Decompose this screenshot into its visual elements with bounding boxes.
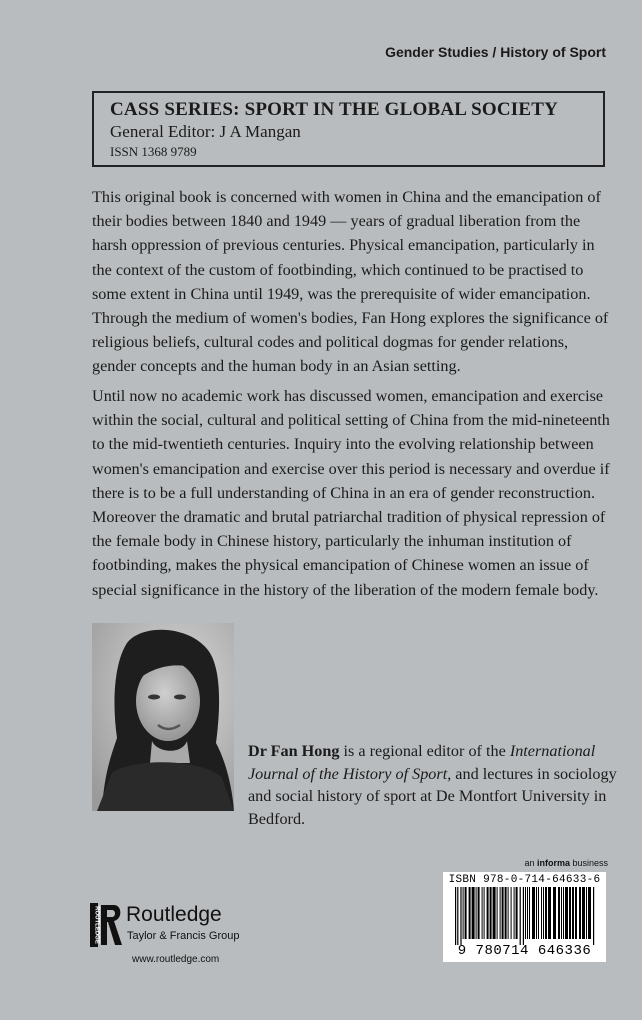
barcode-bar — [463, 887, 464, 939]
barcode-bar — [497, 887, 498, 939]
publisher-group: Taylor & Francis Group — [127, 930, 240, 942]
barcode-bar — [553, 887, 556, 939]
barcode-bar — [516, 887, 518, 939]
barcode-bar — [478, 887, 480, 939]
barcode-bar — [575, 887, 577, 939]
publisher-name: Routledge — [126, 903, 222, 926]
routledge-r-icon — [90, 903, 124, 947]
informa-suffix: business — [569, 858, 608, 868]
publisher-website[interactable]: www.routledge.com — [132, 954, 220, 965]
barcode-bar — [525, 887, 526, 939]
barcode-bar — [520, 887, 521, 945]
blurb-paragraph-2: Until now no academic work has discussed women, emancipation and exercise within the social, cultural and political setting of China from the mid-nineteenth to the mid-twentieth centuries. Inquiry into the evolving relationship between women's emancipation and exercise over this period is necessary and overdue if there is to be a full understanding of China in an era of gender reconstruction. Moreover the dramatic and brutal patriarchal tradition of physical repression of the female body in Chinese history, particularly the inhuman institution of footbinding, makes the physical emancipation of Chinese women an issue of special significance in the history of the liberation of the modern female body. — [92, 387, 610, 599]
barcode-bar — [482, 887, 483, 939]
barcode-bar — [529, 887, 530, 939]
barcode-bar — [505, 887, 507, 939]
barcode-bar — [536, 887, 537, 939]
barcode-bar — [569, 887, 571, 939]
barcode-bar — [457, 887, 458, 945]
barcode-bar — [455, 887, 456, 945]
barcode-bar — [484, 887, 485, 939]
barcode-bars — [443, 887, 606, 945]
informa-brand: informa — [536, 858, 570, 868]
barcode-bar — [543, 887, 544, 939]
series-title: CASS SERIES: SPORT IN THE GLOBAL SOCIETY — [110, 99, 559, 120]
series-box — [92, 91, 605, 167]
barcode-bar — [460, 887, 461, 945]
barcode-bar — [545, 887, 547, 939]
barcode-bar — [563, 887, 564, 939]
barcode-bar — [586, 887, 587, 939]
barcode-bar — [582, 887, 585, 939]
barcode-bar — [465, 887, 467, 939]
barcode-bar — [523, 887, 524, 945]
barcode-bar — [548, 887, 551, 939]
barcode-bar — [490, 887, 492, 939]
barcode-bar — [541, 887, 542, 939]
barcode-bar — [572, 887, 574, 939]
barcode-isbn-label: ISBN 978-0-714-64633-6 — [448, 874, 601, 886]
series-editor: General Editor: J A Mangan — [110, 122, 301, 141]
barcode-bar — [511, 887, 512, 939]
bio-text-b: , and lectures in sociology and social history of sport at De Montfort University in Bedford. — [248, 764, 617, 828]
routledge-logo — [90, 903, 260, 947]
author-name: Dr Fan Hong — [248, 742, 340, 760]
barcode-bar — [532, 887, 535, 939]
barcode-ean-digits: 9 780714 646336 — [457, 943, 592, 959]
barcode-bar — [500, 887, 501, 939]
barcode-bar — [514, 887, 515, 939]
barcode-bar — [527, 887, 528, 939]
barcode-bar — [487, 887, 489, 939]
barcode-bar — [588, 887, 591, 939]
barcode-bar — [476, 887, 477, 939]
barcode — [443, 872, 606, 962]
barcode-bar — [502, 887, 504, 939]
barcode-bar — [579, 887, 581, 939]
barcode-bar — [593, 887, 594, 945]
category-label: Gender Studies / History of Sport — [385, 44, 606, 60]
barcode-bar — [508, 887, 509, 939]
routledge-vertical-mark: ROUTLEDGE — [93, 906, 100, 944]
author-photo — [92, 623, 234, 811]
journal-title: International Journal of the History of Sport — [248, 742, 596, 783]
barcode-bar — [561, 887, 562, 939]
author-bio — [248, 740, 618, 830]
barcode-bar — [565, 887, 568, 939]
bio-text-a: is a regional editor of the — [339, 742, 510, 760]
barcode-bar — [469, 887, 471, 939]
barcode-bar — [558, 887, 560, 939]
blurb-paragraph-1: This original book is concerned with women in China and the emancipation of their bodies between 1840 and 1949 — years of gradual liberation from the harsh oppression of previous centuries. Physical emancipation, particularly in the context of the custom of footbinding, which continued to be practised to some extent in China until 1949, was the prerequisite of wider emancipation. Through the medium of women's bodies, Fan Hong explores the significance of religious beliefs, cultural codes and political dogmas for gender relations, gender concepts and the human body in an Asian setting. — [92, 188, 609, 376]
barcode-bar — [538, 887, 539, 939]
barcode-bar — [472, 887, 475, 939]
series-issn: ISSN 1368 9789 — [110, 144, 197, 159]
barcode-bar — [493, 887, 496, 939]
informa-prefix: an — [524, 858, 537, 868]
informa-business-label — [524, 858, 608, 868]
